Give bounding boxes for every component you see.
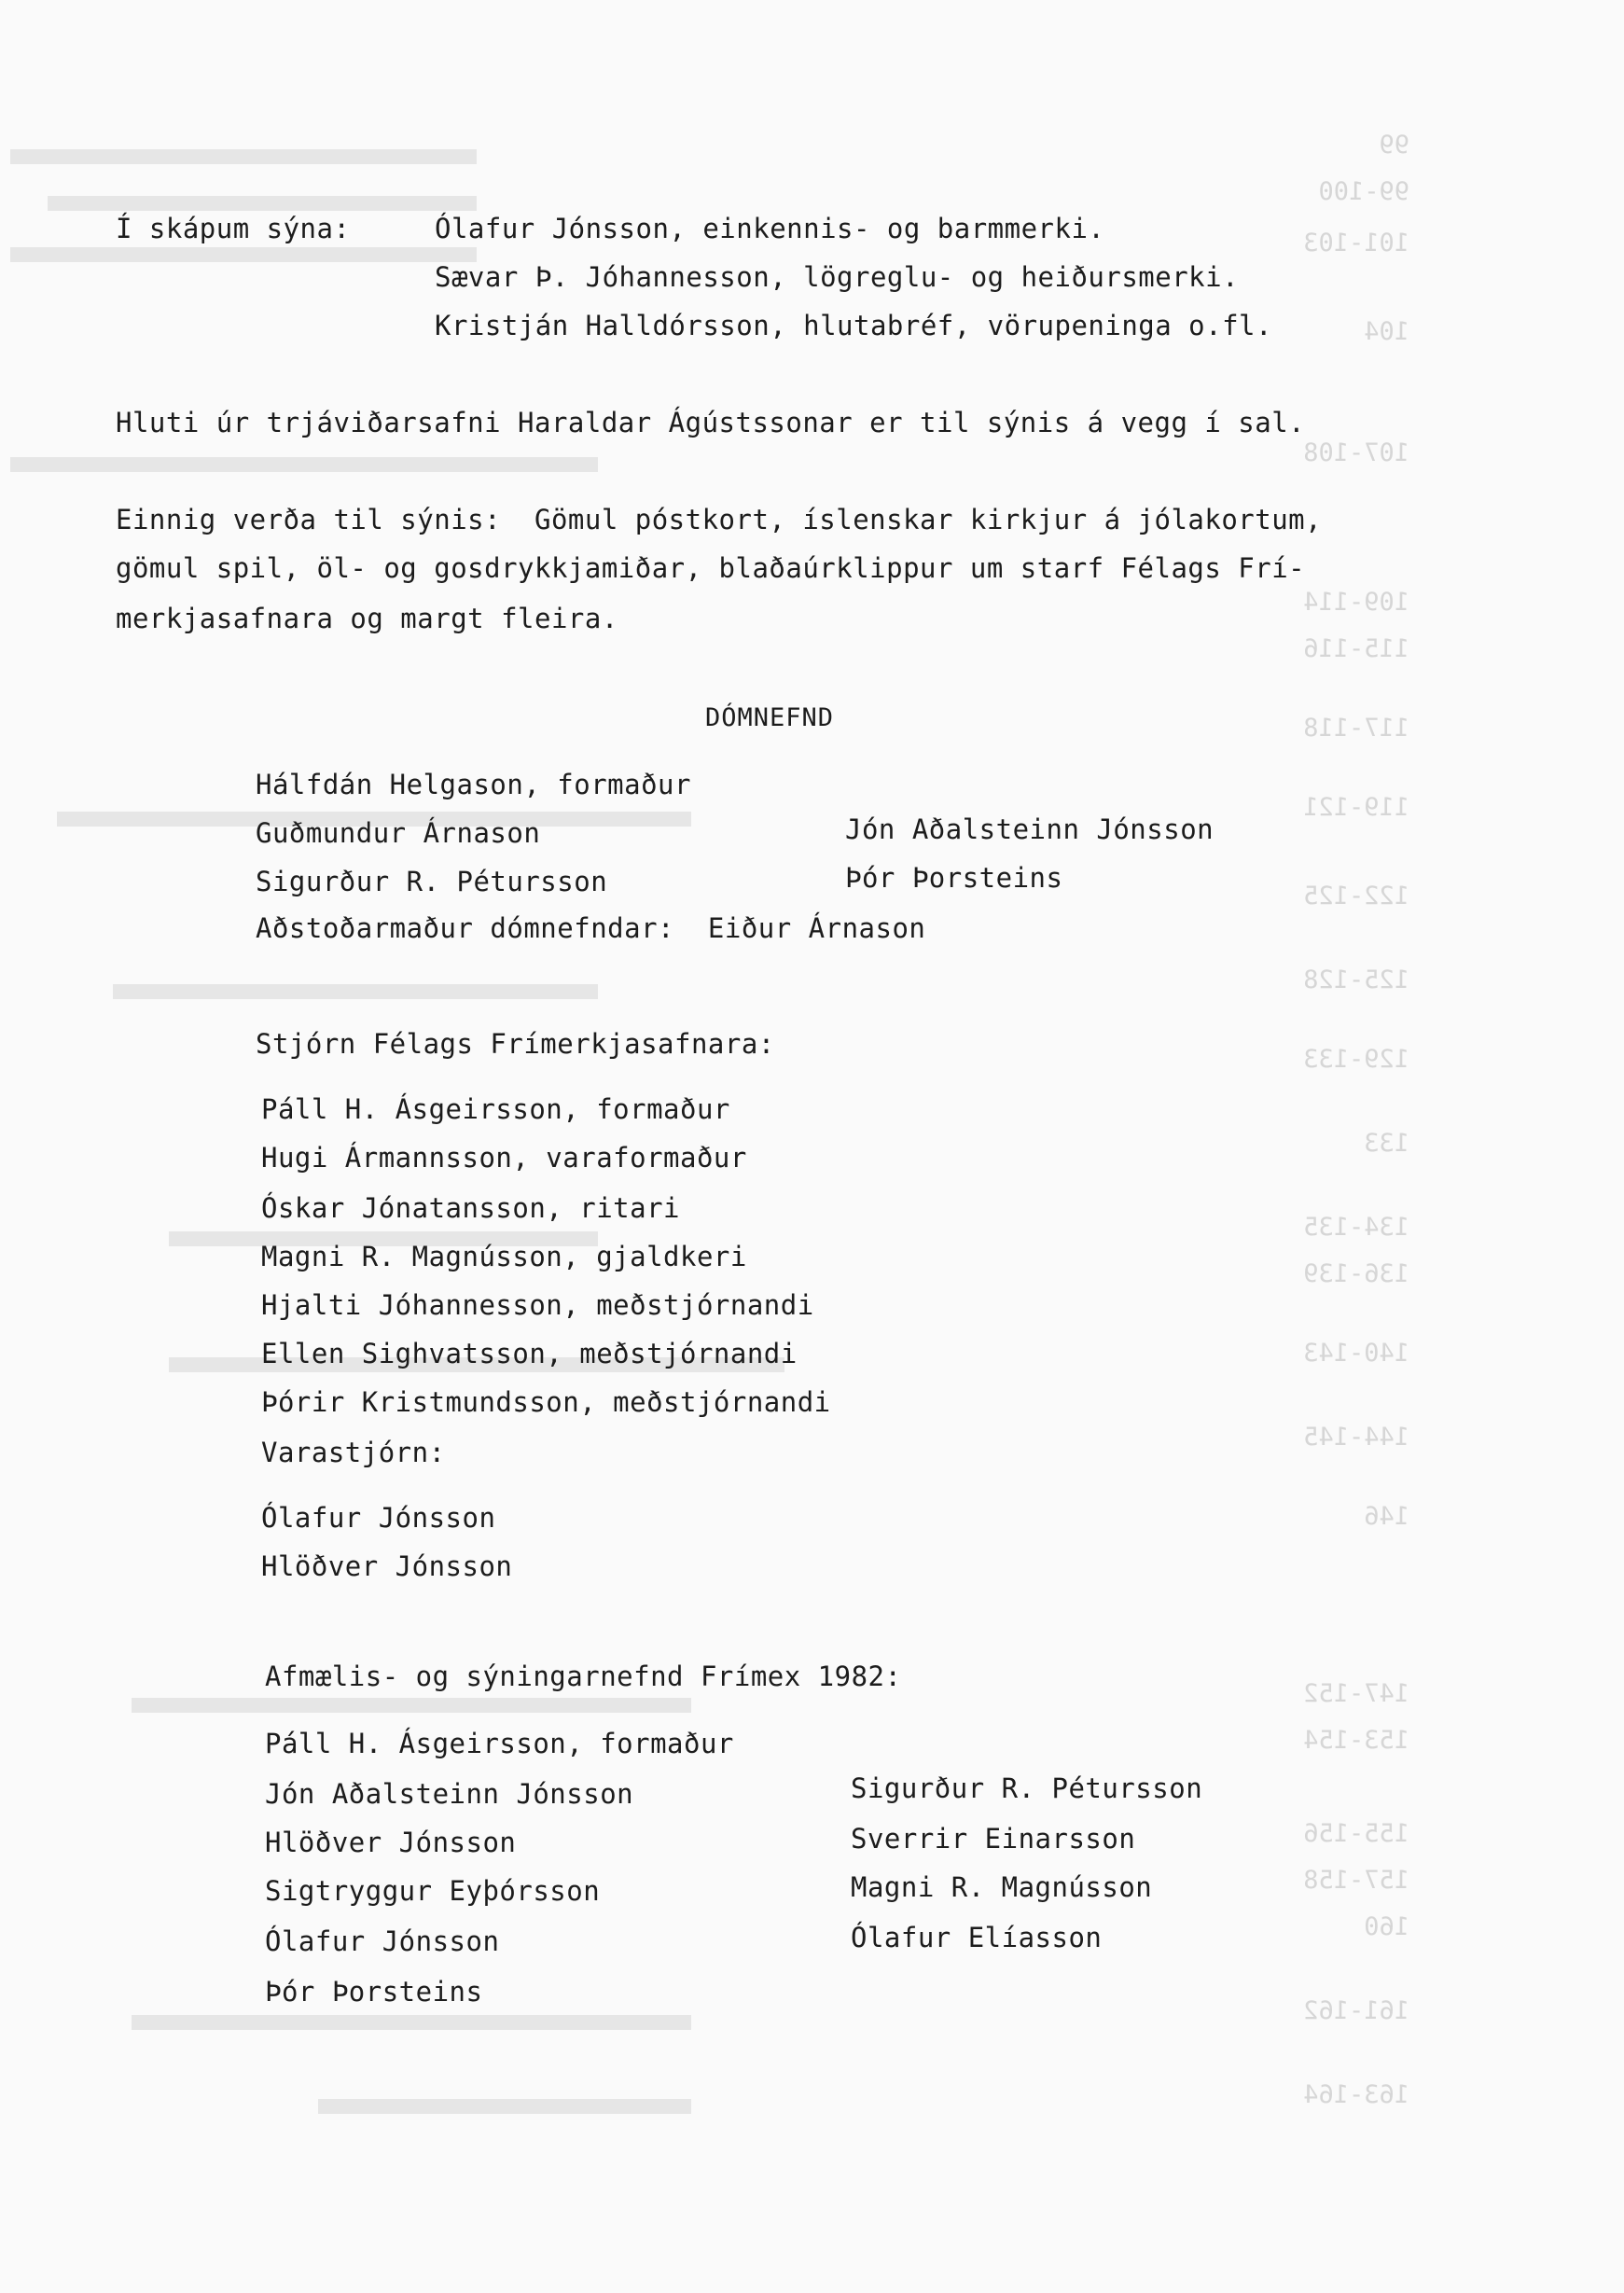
display-case-exhibitor: Sævar Þ. Jóhannesson, lögreglu- og heiðursmerki.: [435, 261, 1240, 293]
jury-heading: DÓMNEFND: [705, 703, 835, 732]
bleed-mark: 117-118: [1303, 714, 1409, 743]
bleed-mark: 115-116: [1303, 634, 1409, 663]
bleed-mark: 107-108: [1303, 438, 1409, 467]
committee-member: Ólafur Jónsson: [265, 1925, 500, 1957]
committee-member: Jón Aðalsteinn Jónsson: [265, 1778, 634, 1810]
bleed-mark: 160: [1364, 1912, 1409, 1941]
also-on-display-line: gömul spil, öl- og gosdrykkjamiðar, blaðaúrklippur um starf Félags Frí-: [116, 552, 1306, 584]
bleed-mark: 157-158: [1303, 1866, 1409, 1895]
committee-member: Þór Þorsteins: [265, 1976, 483, 2008]
jury-assistant: Aðstoðarmaður dómnefndar: Eiður Árnason: [256, 912, 926, 944]
bleed-mark: 147-152: [1303, 1679, 1409, 1708]
committee-member: Sigtryggur Eyþórsson: [265, 1875, 601, 1907]
board-member: Páll H. Ásgeirsson, formaður: [261, 1093, 730, 1125]
board-member: Magni R. Magnússon, gjaldkeri: [261, 1241, 747, 1272]
bleed-mark: 146: [1364, 1502, 1409, 1531]
display-case-exhibitor: Ólafur Jónsson, einkennis- og barmmerki.: [435, 213, 1105, 244]
bleed-mark: 109-114: [1303, 588, 1409, 617]
board-member: Hjalti Jóhannesson, meðstjórnandi: [261, 1289, 814, 1321]
wall-display-line: Hluti úr trjáviðarsafni Haraldar Ágústssonar er til sýnis á vegg í sal.: [116, 407, 1306, 438]
bleed-mark: 101-103: [1303, 229, 1409, 257]
bleed-mark: 122-125: [1303, 882, 1409, 910]
committee-member: Sigurður R. Pétursson: [851, 1772, 1203, 1804]
bleed-mark: 136-139: [1303, 1259, 1409, 1288]
jury-chair: Hálfdán Helgason, formaður: [256, 769, 691, 800]
jury-member: Guðmundur Árnason: [256, 817, 541, 849]
bleed-mark: 153-154: [1303, 1726, 1409, 1755]
bleed-mark: 144-145: [1303, 1423, 1409, 1452]
bleed-mark: [10, 131, 477, 164]
bleed-mark: 163-164: [1303, 2080, 1409, 2109]
jury-member: Jón Aðalsteinn Jónsson: [845, 813, 1215, 845]
bleed-mark: 161-162: [1303, 1996, 1409, 2025]
alternate-member: Ólafur Jónsson: [261, 1502, 496, 1534]
bleed-mark: 134-135: [1303, 1213, 1409, 1242]
board-member: Hugi Ármannsson, varaformaður: [261, 1142, 747, 1174]
jury-member: Sigurður R. Pétursson: [256, 866, 608, 897]
alternate-member: Hlöðver Jónsson: [261, 1550, 513, 1582]
board-member: Óskar Jónatansson, ritari: [261, 1192, 680, 1224]
jury-member: Þór Þorsteins: [845, 862, 1063, 894]
bleed-mark: 104: [1364, 317, 1409, 346]
bleed-mark: 125-128: [1303, 966, 1409, 994]
committee-member: Magni R. Magnússon: [851, 1871, 1153, 1903]
committee-member: Hlöðver Jónsson: [265, 1827, 517, 1858]
bleed-mark: [318, 2080, 691, 2114]
committee-chair: Páll H. Ásgeirsson, formaður: [265, 1728, 734, 1759]
bleed-mark: 99-100: [1318, 177, 1409, 206]
bleed-mark: 155-156: [1303, 1819, 1409, 1848]
committee-member: Sverrir Einarsson: [851, 1823, 1136, 1855]
display-case-exhibitor: Kristján Halldórsson, hlutabréf, vörupeninga o.fl.: [435, 310, 1272, 341]
committee-heading: Afmælis- og sýningarnefnd Frímex 1982:: [265, 1661, 902, 1692]
bleed-mark: 133: [1364, 1129, 1409, 1158]
also-on-display-line: Einnig verða til sýnis: Gömul póstkort, íslenskar kirkjur á jólakortum,: [116, 504, 1323, 535]
also-on-display-line: merkjasafnara og margt fleira.: [116, 603, 618, 634]
bleed-mark: [10, 438, 598, 472]
bleed-mark: 129-133: [1303, 1045, 1409, 1074]
committee-member: Ólafur Elíasson: [851, 1922, 1103, 1953]
bleed-mark: 119-121: [1303, 793, 1409, 822]
display-case-label: Í skápum sýna:: [116, 213, 351, 244]
bleed-mark: [48, 177, 477, 211]
board-member: Þórir Kristmundsson, meðstjórnandi: [261, 1386, 831, 1418]
alternates-heading: Varastjórn:: [261, 1437, 446, 1468]
bleed-mark: 99: [1379, 131, 1409, 160]
board-member: Ellen Sighvatsson, meðstjórnandi: [261, 1338, 798, 1369]
bleed-mark: [113, 966, 598, 999]
bleed-mark: 140-143: [1303, 1339, 1409, 1368]
board-heading: Stjórn Félags Frímerkjasafnara:: [256, 1028, 775, 1060]
